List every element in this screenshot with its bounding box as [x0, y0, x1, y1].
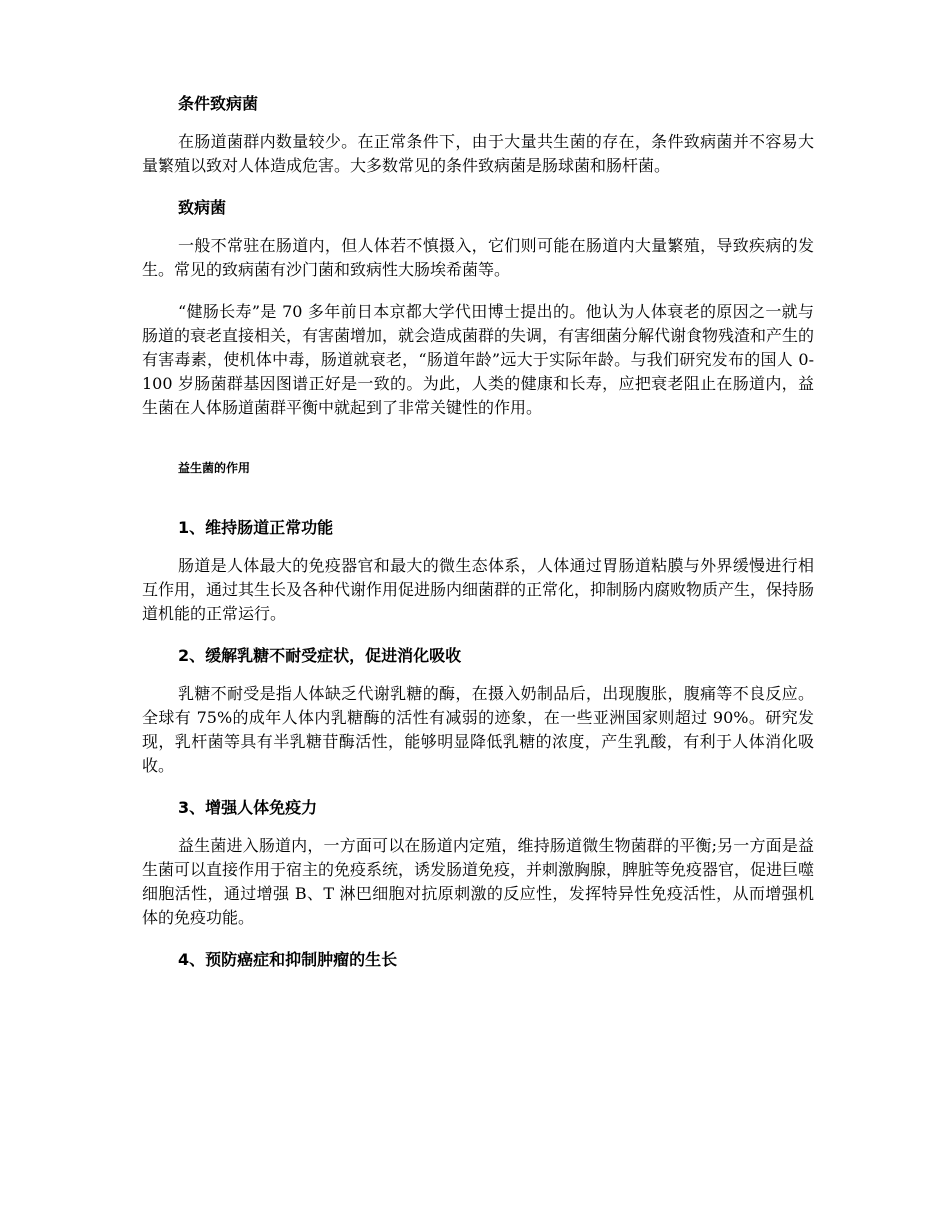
section-heading-conditional-pathogens: 条件致病菌	[178, 94, 259, 113]
paragraph-conditional-pathogens: 在肠道菌群内数量较少。在正常条件下，由于大量共生菌的存在，条件致病菌并不容易大量繁殖以致对人体造成危害。大多数常见的条件致病菌是肠球菌和肠杆菌。	[142, 132, 814, 175]
function-heading-3: 3、增强人体免疫力	[178, 798, 318, 817]
function-text-3: 益生菌进入肠道内，一方面可以在肠道内定殖，维持肠道微生物菌群的平衡;另一方面是益生菌可以直接作用于宿主的免疫系统，诱发肠道免疫，并刺激胸腺，脾脏等免疫器官，促进巨噬细胞活性，通过增强 B、T 淋巴细胞对抗原刺激的反应性，发挥特异性免疫活性，从而增强机体的免疫功能。	[142, 836, 815, 927]
paragraph-healthy-gut-longevity: “健肠长寿”是 70 多年前日本京都大学代田博士提出的。他认为人体衰老的原因之一就与肠道的衰老直接相关，有害菌增加，就会造成菌群的失调，有害细菌分解代谢食物残渣和产生的有害毒素，使机体中毒，肠道就衰老，“肠道年龄”远大于实际年龄。与我们研究发布的国人 0-100 岁肠菌群基因图谱正好是一致的。为此，人类的健康和长寿，应把衰老阻止在肠道内，益生菌在人体肠道菌群平衡中就起到了非常关键性的作用。	[142, 302, 815, 417]
function-text-2: 乳糖不耐受是指人体缺乏代谢乳糖的酶，在摄入奶制品后，出现腹胀，腹痛等不良反应。全球有 75%的成年人体内乳糖酶的活性有减弱的迹象，在一些亚洲国家则超过 90%。研究发现，乳杆菌等具有半乳糖苷酶活性，能够明显降低乳糖的浓度，产生乳酸，有利于人体消化吸收。	[142, 684, 814, 775]
function-heading-2: 2、缓解乳糖不耐受症状，促进消化吸收	[178, 646, 462, 665]
subtitle-probiotic-functions: 益生菌的作用	[178, 461, 251, 475]
function-text-1: 肠道是人体最大的免疫器官和最大的微生态体系，人体通过胃肠道粘膜与外界缓慢进行相互作用，通过其生长及各种代谢作用促进肠内细菌群的正常化，抑制肠内腐败物质产生，保持肠道机能的正常运行。	[142, 556, 815, 623]
function-heading-1: 1、维持肠道正常功能	[178, 518, 334, 537]
function-heading-4: 4、预防癌症和抑制肿瘤的生长	[178, 950, 398, 969]
paragraph-pathogens: 一般不常驻在肠道内，但人体若不慎摄入，它们则可能在肠道内大量繁殖，导致疾病的发生。常见的致病菌有沙门菌和致病性大肠埃希菌等。	[142, 236, 814, 279]
document-body	[142, 92, 814, 972]
section-heading-pathogens: 致病菌	[178, 198, 227, 217]
